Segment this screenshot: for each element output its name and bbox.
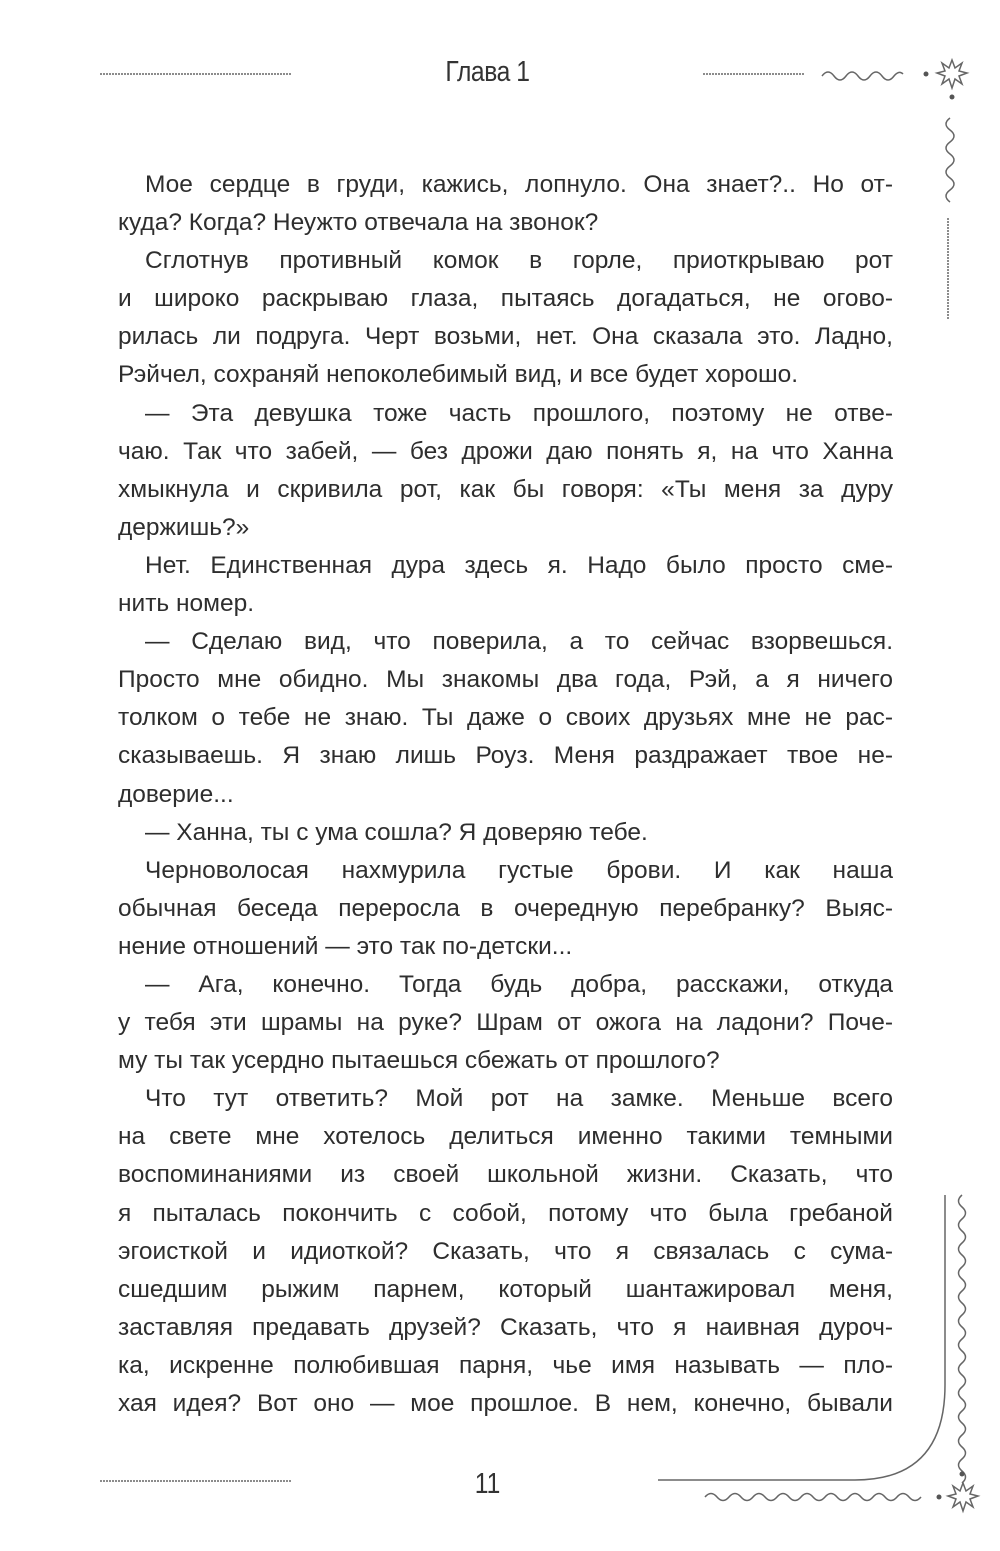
text-line: рилась ли подруга. Черт возьми, нет. Она сказала это. Ладно,: [118, 323, 893, 351]
text-line: сшедшим рыжим парнем, который шантажировал меня,: [118, 1275, 893, 1303]
text-line: ка, искренне полюбившая парня, чье имя называть — пло-: [118, 1351, 893, 1379]
text-line: куда? Когда? Неужто отвечала на звонок?: [118, 209, 599, 237]
bottom-star-icon: [948, 1483, 978, 1511]
text-line: заставляя предавать друзей? Сказать, что я наивная дуроч-: [118, 1313, 893, 1341]
text-line: Сглотнув противный комок в горле, приоткрываю рот: [145, 247, 893, 275]
chapter-title: Глава 1: [445, 56, 530, 88]
text-line: — Эта девушка тоже часть прошлого, поэтому не отве-: [145, 399, 893, 427]
paragraph: [118, 1080, 893, 1423]
text-line: и широко раскрываю глаза, пытаясь догадаться, не огово-: [118, 285, 893, 313]
paragraph: [118, 547, 893, 623]
paragraph: [118, 814, 893, 852]
text-line: Просто мне обидно. Мы знакомы два года, Рэй, а я ничего: [118, 666, 893, 694]
text-line: му ты так усердно пытаешься сбежать от прошлого?: [118, 1047, 720, 1075]
right-lower-loop-ornament: [959, 1195, 966, 1483]
text-line: у тебя эти шрамы на руке? Шрам от ожога на ладони? Поче-: [118, 1009, 893, 1037]
text-line: Черноволосая нахмурила густые брови. И как наша: [145, 856, 893, 884]
text-line: воспоминаниями из своей школьной жизни. Сказать, что: [118, 1161, 893, 1189]
text-line: нение отношений — это так по-детски...: [118, 932, 573, 960]
text-line: держишь?»: [118, 513, 250, 541]
text-line: хмыкнула и скривила рот, как бы говоря: «Ты меня за дуру: [118, 475, 893, 503]
text-line: доверие...: [118, 780, 234, 808]
text-line: — Ага, конечно. Тогда будь добра, расскажи, откуда: [145, 970, 893, 998]
text-line: чаю. Так что забей, — без дрожи даю понять я, на что Ханна: [118, 437, 893, 465]
text-line: обычная беседа переросла в очередную перебранку? Выяс-: [118, 894, 893, 922]
paragraph: [118, 242, 893, 394]
paragraph: [118, 623, 893, 813]
page-number: 11: [474, 1468, 501, 1500]
text-line: на свете мне хотелось делиться именно такими темными: [118, 1123, 893, 1151]
text-line: я пыталась покончить с собой, потому что была гребаной: [118, 1199, 893, 1227]
paragraph: [118, 166, 893, 242]
paragraph: [118, 395, 893, 547]
text-line: хая идея? Вот оно — мое прошлое. В нем, конечно, бывали: [118, 1390, 893, 1417]
page-body-text: [118, 166, 893, 1423]
top-star-icon: [937, 60, 967, 88]
text-line: Рэйчел, сохраняй непоколебимый вид, и все будет хорошо.: [118, 361, 799, 389]
paragraph: [118, 966, 893, 1080]
text-line: сказываешь. Я знаю лишь Роуз. Меня раздражает твое не-: [118, 742, 893, 770]
text-line: эгоисткой и идиоткой? Сказать, что я связалась с сума-: [118, 1237, 893, 1265]
text-line: — Сделаю вид, что поверила, а то сейчас взорвешься.: [145, 628, 893, 656]
paragraph: [118, 852, 893, 966]
text-line: толком о тебе не знаю. Ты даже о своих друзьях мне не рас-: [118, 704, 893, 732]
text-line: нить номер.: [118, 590, 255, 618]
text-line: Нет. Единственная дура здесь я. Надо было просто сме-: [145, 551, 893, 579]
text-line: Что тут ответить? Мой рот на замке. Меньше всего: [145, 1085, 893, 1113]
right-loop-ornament: [946, 118, 954, 202]
text-line: — Ханна, ты с ума сошла? Я доверяю тебе.: [145, 818, 648, 846]
text-line: Мое сердце в груди, кажись, лопнуло. Она знает?.. Но от-: [145, 171, 893, 198]
